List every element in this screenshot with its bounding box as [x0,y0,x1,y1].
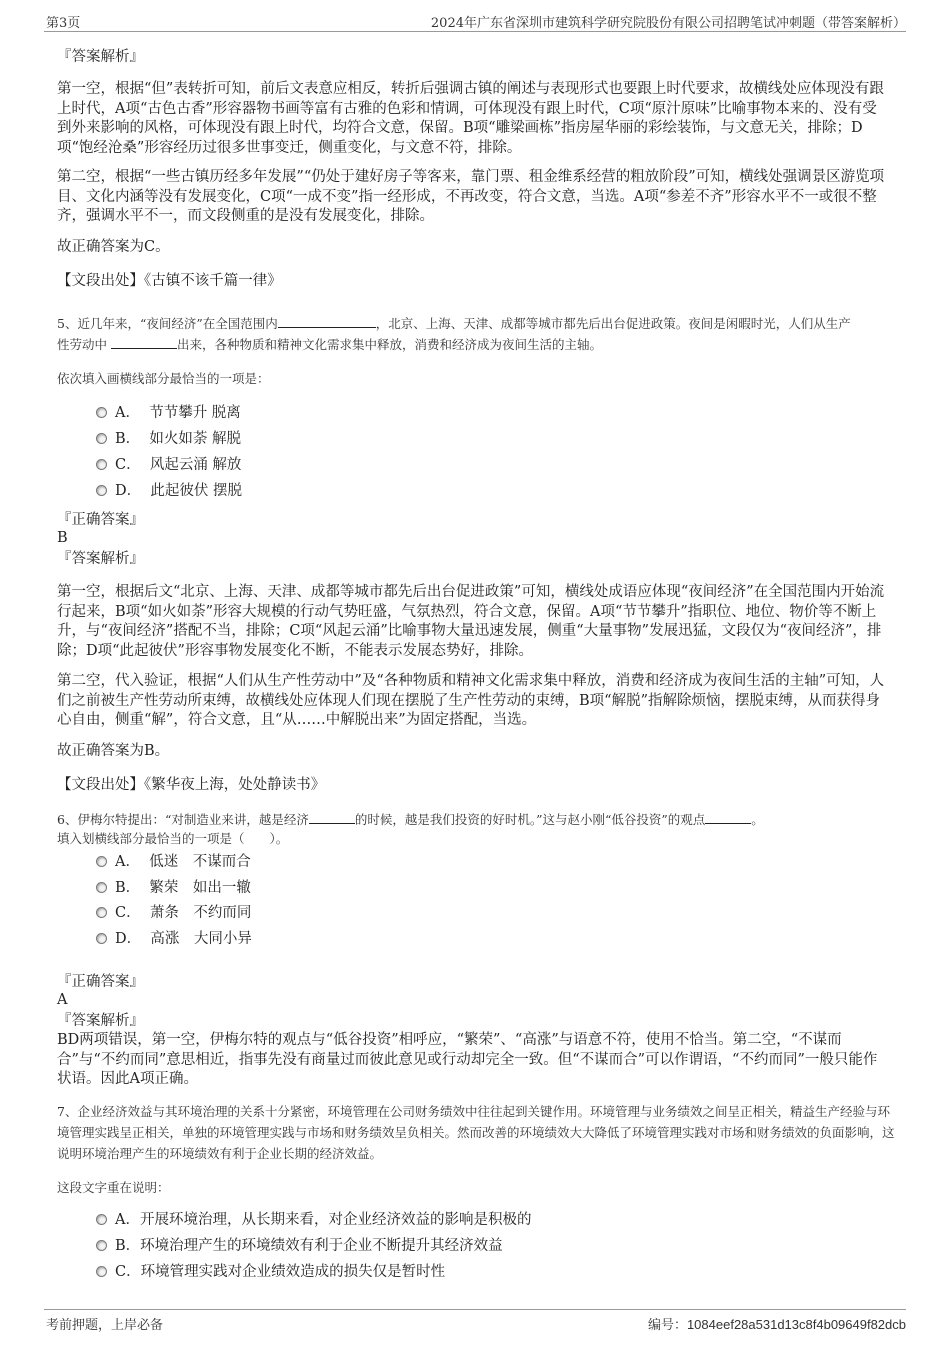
option-d[interactable]: D． 此起彼伏 摆脱 [96,481,242,501]
option-a[interactable]: A． 低迷 不谋而合 [96,852,251,872]
document-code: 编号：1084eef28a531d13c8f4b09649f82dcb [647,1317,906,1333]
radio-icon[interactable] [96,407,107,418]
analysis-paragraph: 第一空，根据“但”表转折可知，前后文表意应相反，转折后强调古镇的阐述与表现形式也要跟上时代要求，故横线处应体现没有跟上时代，A项“古色古香”形容器物书画等富有古雅的色彩和情调，可体现没有跟上时代，C项“原汁原味”比喻事物本来的、没有受到外来影响的风格，可体现没有跟上时代，均符合文意，保留。B项“雕梁画栋”指房屋华丽的彩绘装饰，与文意无关，排除；D项“饱经沧桑”形容经历过很多世事变迁，侧重变化，与文意不符，排除。 [57,81,884,156]
radio-icon[interactable] [96,1240,107,1251]
radio-icon[interactable] [96,907,107,918]
analysis-paragraph: 第二空，代入验证，根据“人们从生产性劳动中”及“各种物质和精神文化需求集中释放，消费和经济成为夜间生活的主轴”可知，人们之前被生产性劳动所束缚，故横线处应体现人们现在摆脱了生产性劳动的束缚，B项“解脱”指解除烦恼，摆脱束缚，从而获得身心自由，侧重“解”，符合文意，且“从……中解脱出来”为固定搭配，当选。 [57,673,885,728]
analysis-label: 『答案解析』 [57,1013,144,1029]
option-a[interactable]: A． 节节攀升 脱离 [96,403,241,423]
option-a[interactable]: A．开展环境治理，从长期来看，对企业经济效益的影响是积极的 [96,1210,531,1230]
blank-line [111,336,177,349]
radio-icon[interactable] [96,882,107,893]
page-number: 第3页 [46,16,81,31]
blank-line [309,811,355,824]
correct-answer-label: 『正确答案』 [57,974,144,990]
analysis-paragraph: 第一空，根据后文“北京、上海、天津、成都等城市都先后出台促进政策”可知，横线处成语应体现“夜间经济”在全国范围内开始流行起来，B项“如火如荼”形容大规模的行动气势旺盛，气氛热烈，符合文意，保留。A项“节节攀升”指职位、地位、物价等不断上升，与“夜间经济”搭配不当，排除；C项“风起云涌”比喻事物大量迅速发展，侧重“大量事物”发展迅猛，文段仅为“夜间经济”，排除；D项“此起彼伏”形容事物发展变化不断，不能表示发展态势好，排除。 [57,584,885,659]
radio-icon[interactable] [96,856,107,867]
option-c[interactable]: C． 风起云涌 解放 [96,455,241,475]
question-prompt: 填入划横线部分最恰当的一项是（ ）。 [57,831,289,846]
option-b[interactable]: B． 繁荣 如出一辙 [96,878,251,898]
option-c[interactable]: C． 萧条 不约而同 [96,903,251,923]
radio-icon[interactable] [96,1214,107,1225]
option-b[interactable]: B． 如火如荼 解脱 [96,429,241,449]
header-divider [44,31,906,32]
analysis-label: 『答案解析』 [57,551,144,567]
correct-answer-label: 『正确答案』 [57,512,144,528]
footer-divider [44,1309,906,1310]
blank-line [705,811,751,824]
radio-icon[interactable] [96,485,107,496]
correct-answer: A [57,992,68,1008]
analysis-label: 『答案解析』 [57,49,144,65]
radio-icon[interactable] [96,433,107,444]
radio-icon[interactable] [96,1266,107,1277]
radio-icon[interactable] [96,459,107,470]
conclusion: 故正确答案为C。 [57,239,170,255]
correct-answer: B [57,530,68,546]
analysis-paragraph: 第二空，根据“一些古镇历经多年发展”“仍处于建好房子等客来，靠门票、租金维系经营的粗放阶段”可知，横线处强调景区游览项目、文化内涵等没有发展变化，C项“一成不变”指一经形成，不再改变，符合文意，当选。A项“参差不齐”形容水平不一或很不整齐，强调水平不一，而文段侧重的是没有发展变化，排除。 [57,169,885,224]
blank-line [278,315,376,328]
source: 【文段出处】《繁华夜上海，处处静读书》 [57,777,326,793]
option-b[interactable]: B．环境治理产生的环境绩效有利于企业不断提升其经济效益 [96,1236,503,1256]
question-prompt: 这段文字重在说明： [57,1180,170,1195]
question-prompt: 依次填入画横线部分最恰当的一项是： [57,371,270,386]
option-c[interactable]: C．环境管理实践对企业绩效造成的损失仅是暂时性 [96,1262,445,1282]
conclusion: 故正确答案为B。 [57,743,170,759]
question-stem: 7、企业经济效益与其环境治理的关系十分紧密，环境管理在公司财务绩效中往往起到关键作用。环境管理与业务绩效之间呈正相关，精益生产经验与环境管理实践呈正相关，单独的环境管理实践与市场和财务绩效呈负相关。然而改善的环境绩效大大降低了环境管理实践对市场和财务绩效的负面影响，这说明环境治理产生的环境绩效有利于企业长期的经济效益。 [57,1104,895,1161]
question-stem: 5、近几年来，“夜间经济”在全国范围内 ，北京、上海、天津、成都等城市都先后出台促进政策。夜间是闲暇时光，人们从生产 性劳动中 出来，各种物质和精神文化需求集中释放，消费和经济成为夜间生活的主轴。 [57,316,851,352]
document-title: 2024年广东省深圳市建筑科学研究院股份有限公司招聘笔试冲刺题（带答案解析） [430,16,906,31]
analysis-paragraph: BD两项错误，第一空，伊梅尔特的观点与“低谷投资”相呼应，“繁荣”、“高涨”与语意不符，使用不恰当。第二空，“不谋而合”与“不约而同”意思相近，指事先没有商量过而彼此意见或行动却完全一致。但“不谋而合”可以作谓语，“不约而同”一般只能作状语。因此A项正确。 [57,1032,878,1087]
option-d[interactable]: D． 高涨 大同小异 [96,929,252,949]
source: 【文段出处】《古镇不该千篇一律》 [57,273,282,289]
question-stem: 6、伊梅尔特提出：“对制造业来讲，越是经济 的时候，越是我们投资的好时机。”这与赵小刚“低谷投资”的观点 。 [57,812,764,827]
radio-icon[interactable] [96,933,107,944]
footer-slogan: 考前押题，上岸必备 [46,1318,164,1333]
